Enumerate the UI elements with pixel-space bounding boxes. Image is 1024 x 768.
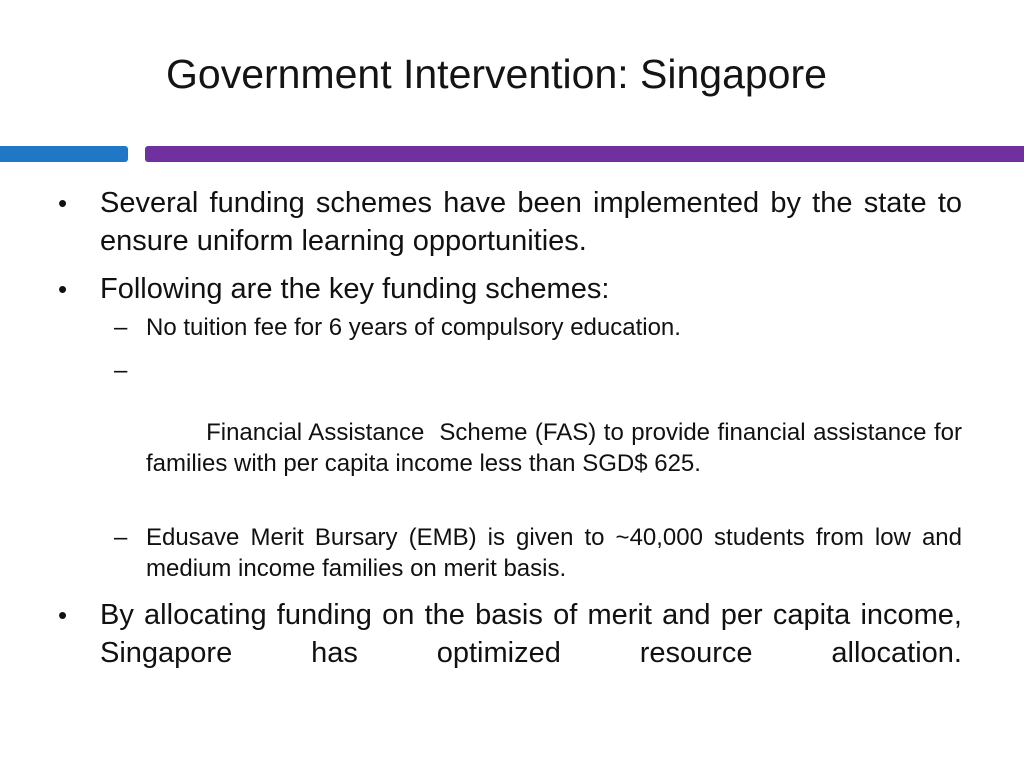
bullet-item [58, 184, 962, 260]
bullet-item [58, 270, 962, 308]
bullet-marker: • [58, 188, 68, 218]
bullet-marker: • [58, 600, 68, 630]
bullet-list [58, 184, 969, 682]
sub-bullet-item [114, 522, 962, 584]
bullet-text: Following are the key funding schemes: [100, 273, 610, 305]
sub-bullet-text: No tuition fee for 6 years of compulsory education. [146, 314, 681, 341]
sub-bullet-list [58, 312, 969, 584]
bullet-text: By allocating funding on the basis of merit and per capita income, Singapore has optimized resource allocation. [100, 599, 962, 669]
sub-bullet-item [114, 355, 969, 510]
sub-bullet-item [114, 312, 962, 343]
accent-bar-blue [0, 146, 128, 162]
slide-title: Government Intervention: Singapore [166, 51, 827, 97]
sub-bullet-marker: – [114, 314, 128, 341]
bullet-item [58, 596, 962, 672]
sub-bullet-marker: – [114, 357, 128, 384]
bullet-marker: • [58, 274, 68, 304]
sub-bullet-text: Financial Assistance Scheme (FAS) to provide financial assistance for families with per capita income less than SGD$ 625. [146, 419, 969, 477]
bullet-text: Several funding schemes have been implemented by the state to ensure uniform learning opportunities. [100, 187, 962, 257]
accent-bar-purple [145, 146, 1024, 162]
sub-bullet-text: Edusave Merit Bursary (EMB) is given to ~40,000 students from low and medium income families on merit basis. [146, 524, 962, 582]
sub-bullet-marker: – [114, 524, 128, 551]
